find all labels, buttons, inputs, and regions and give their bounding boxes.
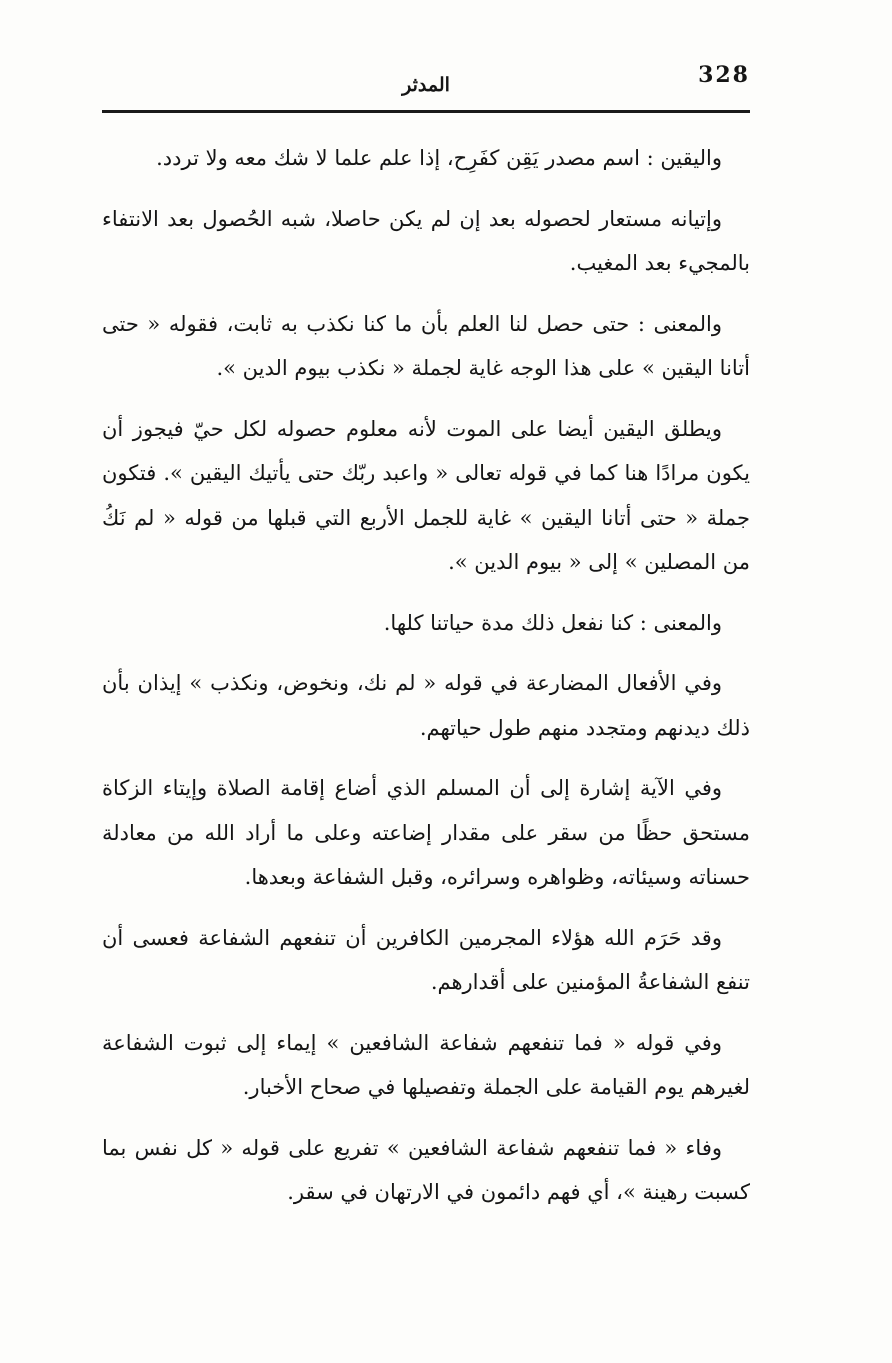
paragraph: والمعنى : كنا نفعل ذلك مدة حياتنا كلها. [383, 610, 722, 635]
paragraph: وإتيانه مستعار لحصوله بعد إن لم يكن حاصلا، شبه الحُصول بعد الانتفاء بالمجيء بعد المغيب. [102, 206, 750, 275]
paragraph: وفي الآية إشارة إلى أن المسلم الذي أضاع إقامة الصلاة وإيتاء الزكاة مستحق حظًا من سقر على مقدار إضاعته وعلى ما أراد الله من معادلة حسناته وسيئاته، وظواهره وسرائره، وقبل الشفاعة وبعدها. [102, 776, 750, 889]
paragraph: وفاء « فما تنفعهم شفاعة الشافعين » تفريع على قوله « كل نفس بما كسبت رهينة »، أي فهم دائمون في الارتهان في سقر. [102, 1135, 750, 1204]
page-number: 328 [698, 62, 750, 88]
paragraph: واليقين : اسم مصدر يَقِن كفَرِح، إذا علم علما لا شك معه ولا تردد. [156, 146, 722, 170]
paragraph: وفي الأفعال المضارعة في قوله « لم نك، ونخوض، ونكذب » إيذان بأن ذلك ديدنهم ومتجدد منهم طول حياتهم. [102, 671, 750, 740]
page-header [102, 62, 750, 112]
body-text [102, 136, 750, 1231]
paragraph: وفي قوله « فما تنفعهم شفاعة الشافعين » إيماء إلى ثبوت الشفاعة لغيرهم يوم القيامة على الجملة وتفصيلها في صحاح الأخبار. [102, 1030, 750, 1099]
paragraph: ويطلق اليقين أيضا على الموت لأنه معلوم حصوله لكل حيّ فيجوز أن يكون مرادًا هنا كما في قوله تعالى « واعبد ربّك حتى يأتيك اليقين ». فتكون جملة « حتى أتانا اليقين » غاية للجمل الأربع التي قبلها من قوله « لم نَكُ من المصلين » إلى « بيوم الدين ». [102, 416, 750, 574]
header-rule [102, 110, 750, 113]
running-title: المدثر [402, 74, 450, 96]
paragraph: وقد حَرَم الله هؤلاء المجرمين الكافرين أن تنفعهم الشفاعة فعسى أن تنفع الشفاعةُ المؤمنين على أقدارهم. [102, 925, 750, 994]
paragraph: والمعنى : حتى حصل لنا العلم بأن ما كنا نكذب به ثابت، فقوله « حتى أتانا اليقين » على هذا الوجه غاية لجملة « نكذب بيوم الدين ». [102, 311, 750, 380]
